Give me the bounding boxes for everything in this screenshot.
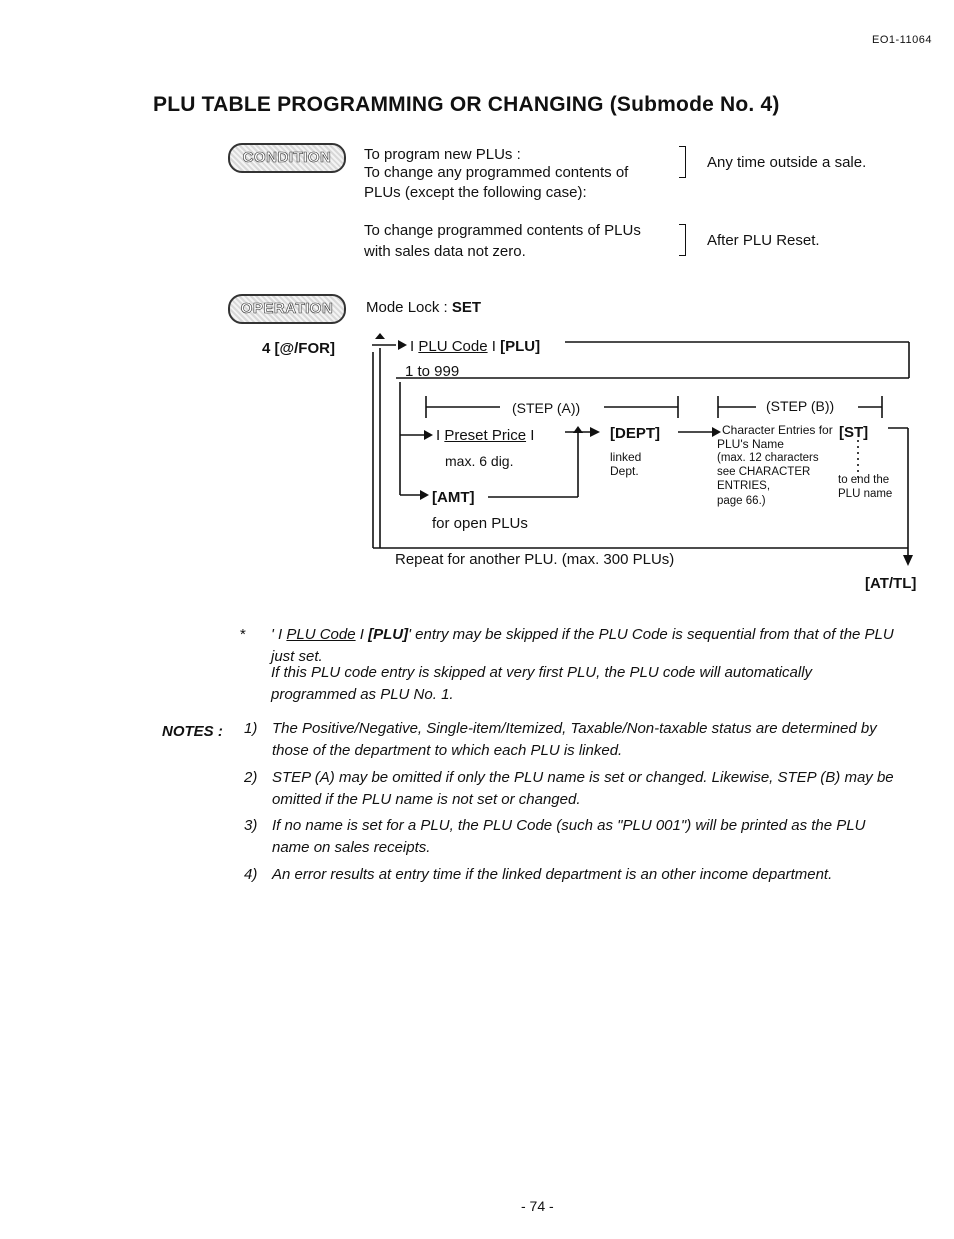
amt-key: [AMT] [432,489,475,506]
st-key: [ST] [839,424,869,441]
plu-code-close: I [487,338,501,355]
mode-lock-label: Mode Lock : [366,299,452,316]
note-1-number: 1) [244,720,258,737]
arrow-head-loop-up [375,333,385,339]
start-key: 4 [@/FOR] [262,340,335,357]
footnote-star: * [240,626,246,643]
arrow-head-down [903,555,913,566]
arrow-head-preset [424,430,433,440]
arrow-head-plu [398,340,407,350]
document-id: EO1-11064 [872,34,932,46]
plu-key: [PLU] [500,338,541,355]
repeat-label: Repeat for another PLU. (max. 300 PLUs) [395,551,675,568]
preset-price-open: I [436,427,445,444]
footnote-line-2: If this PLU code entry is skipped at very first PLU, the PLU code will automatically programmed as PLU No. 1. [271,664,813,703]
page-ref-label: page 66.) [717,495,766,507]
page-title: PLU TABLE PROGRAMMING OR CHANGING (Submode No. 4) [153,93,780,116]
preset-price-label: Preset Price [444,427,527,444]
plu-name-label: PLU's Name [717,437,784,451]
condition-badge: CONDITION [228,143,346,173]
preset-price-entry [436,427,534,444]
note-2-number: 2) [244,769,258,786]
condition-line-3: PLUs (except the following case): [364,184,587,201]
plu-code-open: I [410,338,419,355]
operation-badge: OPERATION [228,294,346,324]
step-a-label: (STEP (A)) [512,400,581,416]
note-1-text: The Positive/Negative, Single-item/Itemized, Taxable/Non-taxable status are determined by those of the department to which each PLU is linked. [272,720,877,759]
condition-line-4: To change programmed contents of PLUs [364,222,641,239]
to-end-label: to end the [838,474,890,486]
plu-code-label: PLU Code [418,338,488,355]
plu-code-entry [410,338,540,355]
footnote-plu-code: PLU Code [286,626,356,643]
plu-name-end-label: PLU name [838,488,893,500]
note-3-text: If no name is set for a PLU, the PLU Code (such as "PLU 001") will be printed as the PLU name on sales receipts. [272,817,866,856]
note-2-text: STEP (A) may be omitted if only the PLU name is set or changed. Likewise, STEP (B) may be omitted if the PLU name is not set or changed. [272,769,894,808]
note-3-number: 3) [244,817,258,834]
footnote-plu-key: [PLU] [368,626,409,643]
footnote-part-1: ' I [271,626,287,643]
footnote-part-3: ' entry may be skipped if the PLU Code is sequential from that of the PLU just set. [271,626,894,665]
plu-range: 1 to 999 [405,363,460,380]
max-chars-label: (max. 12 characters [717,452,819,464]
condition-line-5: with sales data not zero. [364,243,526,260]
mode-lock-value: SET [451,299,482,316]
condition-line-2: To change any programmed contents of [364,164,629,181]
step-b-label: (STEP (B)) [766,398,835,414]
char-entries-label: Character Entries for [722,423,833,437]
note-4-number: 4) [244,866,258,883]
arrow-head-amt [420,490,429,500]
open-plus-label: for open PLUs [432,515,528,532]
see-char-label: see CHARACTER [717,466,811,478]
note-4-text: An error results at entry time if the linked department is an other income department. [272,866,833,883]
page-number: - 74 - [521,1198,554,1214]
finish-key: [AT/TL] [865,575,917,592]
condition-line-1: To program new PLUs : [364,146,521,163]
preset-price-close: I [526,427,535,444]
arrow-head-up [573,426,583,433]
condition-result-1: Any time outside a sale. [707,154,867,171]
condition-result-2: After PLU Reset. [707,232,820,249]
linked-label: linked [610,450,642,464]
dept-key: [DEPT] [610,425,660,442]
footnote-part-2: I [355,626,369,643]
arrow-head-dept [590,427,600,437]
entries-label: ENTRIES, [717,480,771,492]
arrow-head-char [712,427,721,437]
max-digits: max. 6 dig. [445,453,514,469]
notes-label: NOTES : [162,723,223,740]
dept-label: Dept. [610,464,639,478]
